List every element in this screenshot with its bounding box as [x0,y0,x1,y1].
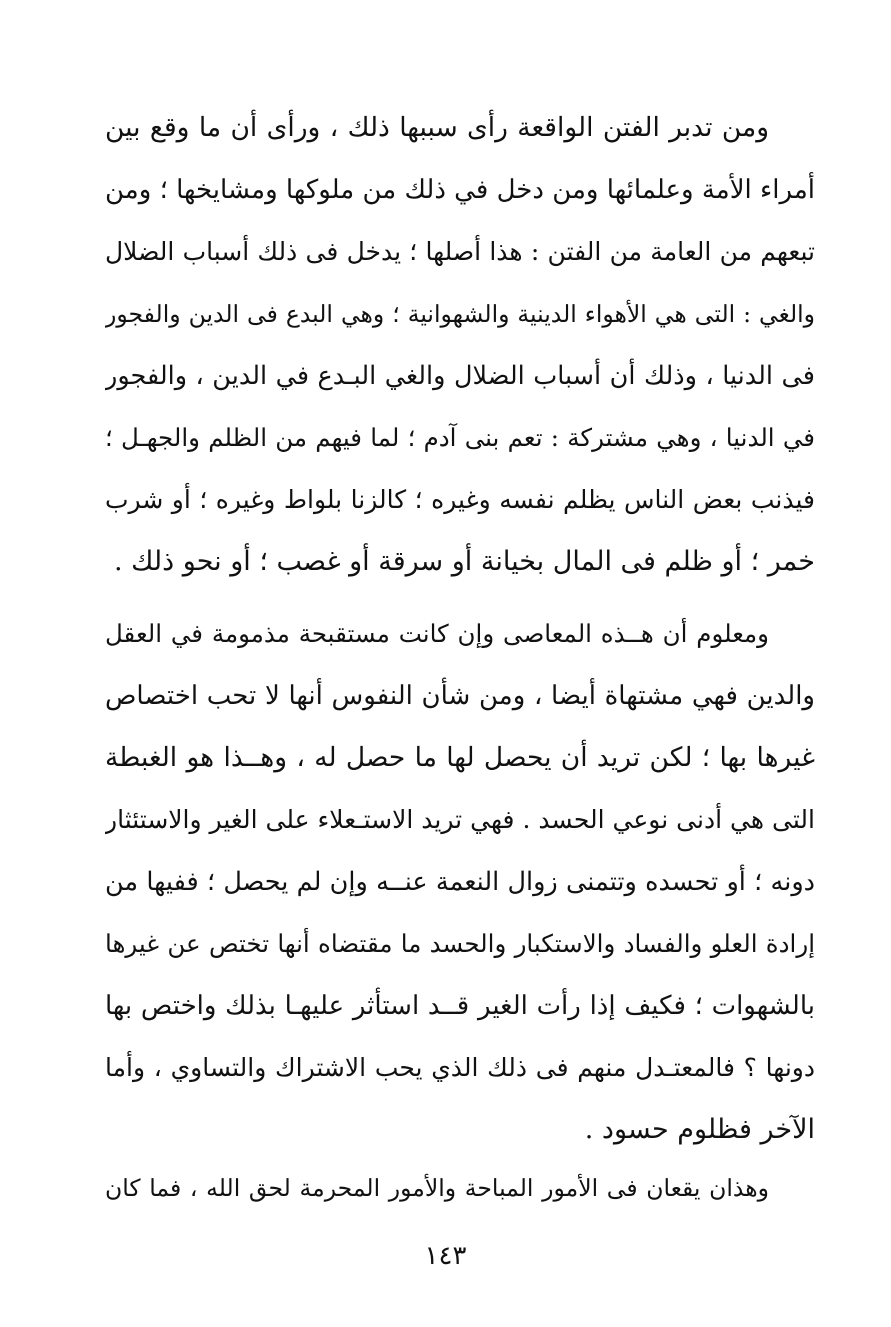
text-line: غيرها بها ؛ لكن تريد أن يحصل لها ما حصل له ، وهــذا هو الغبطة [105,742,815,773]
text-line: ومن تدبر الفتن الواقعة رأى سببها ذلك ، ورأى أن ما وقع بين [105,112,769,143]
page-number: ١٤٣ [424,1241,467,1271]
text-line: دونها ؟ فالمعتـدل منهم فى ذلك الذي يحب الاشتراك والتساوي ، وأما [105,1053,815,1082]
text-line: فيذنب بعض الناس يظلم نفسه وغيره ؛ كالزنا بلواط وغيره ؛ أو شرب [105,485,815,514]
text-line: في الدنيا ، وهي مشتركة : تعم بنى آدم ؛ لما فيهم من الظلم والجهـل ؛ [105,423,815,452]
text-line: ومعلوم أن هــذه المعاصى وإن كانت مستقبحة مذمومة في العقل [105,619,769,648]
text-line: وهذان يقعان فى الأمور المباحة والأمور المحرمة لحق الله ، فما كان [105,1174,769,1202]
text-line: دونه ؛ أو تحسده وتتمنى زوال النعمة عنــه وإن لم يحصل ؛ ففيها من [105,867,815,897]
text-line: فى الدنيا ، وذلك أن أسباب الضلال والغي البـدع في الدين ، والفجور [105,361,815,391]
text-line: أمراء الأمة وعلمائها ومن دخل في ذلك من ملوكها ومشايخها ؛ ومن [105,175,815,205]
text-line: والغي : التى هي الأهواء الدينية والشهوانية ؛ وهي البدع فى الدين والفجور [105,300,815,328]
text-line: التى هي أدنى نوعي الحسد . فهي تريد الاستـعلاء على الغير والاستئثار [105,805,815,834]
text-line: بالشهوات ؛ فكيف إذا رأت الغير قــد استأثر عليهـا بذلك واختص بها [105,991,815,1021]
paragraph-3 [105,1157,815,1219]
paragraph-2 [105,603,815,1161]
text-line: الآخر فظلوم حسود . [584,1114,815,1145]
text-line: خمر ؛ أو ظلم فى المال بخيانة أو سرقة أو غصب ؛ أو نحو ذلك . [114,546,815,577]
text-line: إرادة العلو والفساد والاستكبار والحسد ما مقتضاه أنها تختص عن غيرها [105,929,815,958]
text-line: تبعهم من العامة من الفتن : هذا أصلها ؛ يدخل فى ذلك أسباب الضلال [105,237,815,266]
paragraph-1 [105,97,815,593]
text-line: والدين فهي مشتهاة أيضا ، ومن شأن النفوس أنها لا تحب اختصاص [105,681,815,711]
